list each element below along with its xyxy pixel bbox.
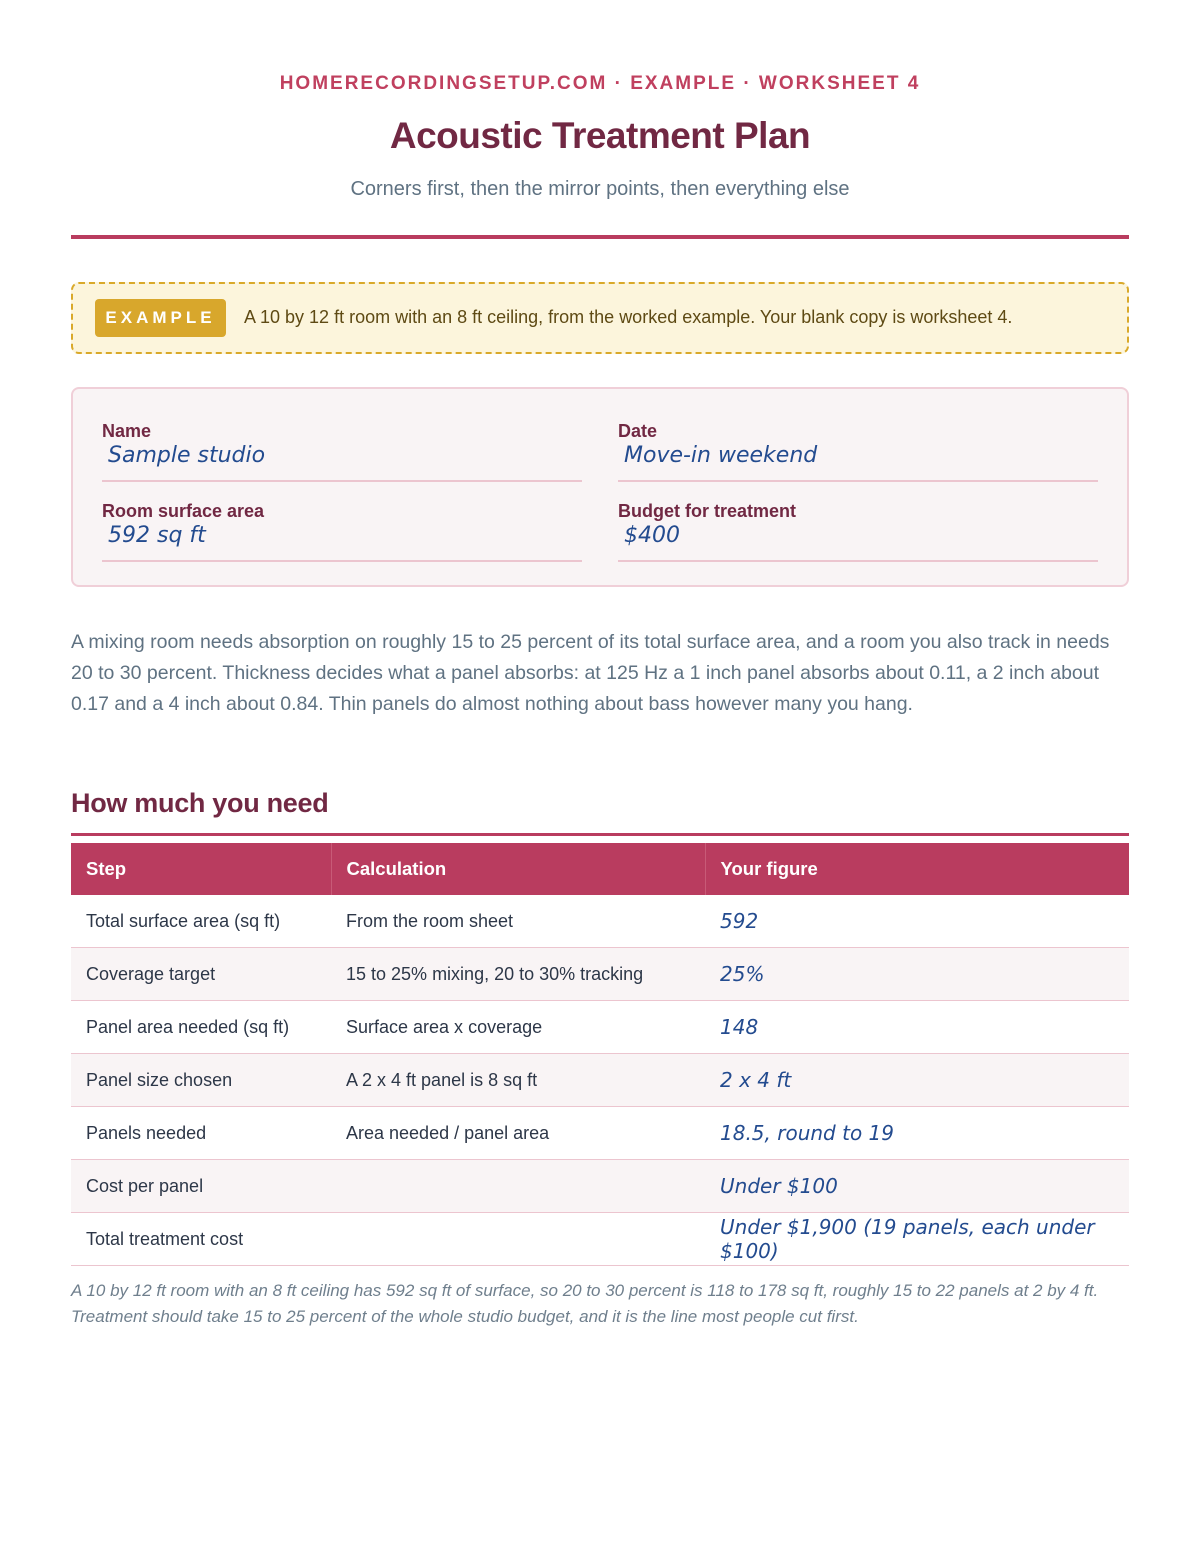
figure-cell[interactable]: Under $1,900 (19 panels, each under $100): [705, 1213, 1129, 1266]
calculation-cell: Area needed / panel area: [331, 1107, 705, 1160]
budget-underline: [618, 560, 1098, 562]
figure-cell[interactable]: Under $100: [705, 1160, 1129, 1213]
surface-area-field[interactable]: [102, 501, 582, 548]
calculation-table: [71, 843, 1129, 1266]
step-cell: Panels needed: [71, 1107, 331, 1160]
header-your-figure: Your figure: [705, 843, 1129, 895]
table-row: [71, 895, 1129, 948]
step-cell: Total surface area (sq ft): [71, 895, 331, 948]
calculation-cell: 15 to 25% mixing, 20 to 30% tracking: [331, 948, 705, 1001]
table-row: [71, 1160, 1129, 1213]
header-calculation: Calculation: [331, 843, 705, 895]
site-kicker: HOMERECORDINGSETUP.COM · EXAMPLE · WORKSHEET 4: [279, 73, 921, 94]
date-field[interactable]: [618, 421, 1098, 468]
name-value[interactable]: Sample studio: [108, 443, 266, 468]
calculation-cell: A 2 x 4 ft panel is 8 sq ft: [331, 1054, 705, 1107]
figure-cell[interactable]: 25%: [705, 948, 1129, 1001]
calculation-cell: From the room sheet: [331, 895, 705, 948]
example-text: A 10 by 12 ft room with an 8 ft ceiling, from the worked example. Your blank copy is worksheet 4.: [244, 307, 1013, 327]
figure-cell[interactable]: 18.5, round to 19: [705, 1107, 1129, 1160]
section-divider: [71, 833, 1129, 836]
table-row: [71, 1107, 1129, 1160]
calculation-cell: Surface area x coverage: [331, 1001, 705, 1054]
figure-cell[interactable]: 592: [705, 895, 1129, 948]
step-cell: Panel size chosen: [71, 1054, 331, 1107]
table-header-row: [71, 843, 1129, 895]
page-title: Acoustic Treatment Plan: [389, 115, 811, 156]
footnote: A 10 by 12 ft room with an 8 ft ceiling has 592 sq ft of surface, so 20 to 30 percent is 118 to 178 sq ft, roughly 15 to 22 panels at 2 by 4 ft. Treatment should take 15 to 25 percent of the whole studio budget, and it is the line most people cut first.: [71, 1281, 1099, 1326]
name-field[interactable]: [102, 421, 582, 468]
step-cell: Panel area needed (sq ft): [71, 1001, 331, 1054]
page-subtitle: Corners first, then the mirror points, then everything else: [350, 178, 850, 200]
step-cell: Coverage target: [71, 948, 331, 1001]
table-row: [71, 1213, 1129, 1266]
table-row: [71, 1054, 1129, 1107]
step-cell: Cost per panel: [71, 1160, 331, 1213]
step-cell: Total treatment cost: [71, 1213, 331, 1266]
intro-paragraph: A mixing room needs absorption on roughly 15 to 25 percent of its total surface area, and a room you also track in needs 20 to 30 percent. Thickness decides what a panel absorbs: at 125 Hz a 1 inch panel absorbs about 0.11, a 2 inch about 0.17 and a 4 inch about 0.84. Thin panels do almost nothing about bass however many you hang.: [71, 631, 1110, 715]
name-underline: [102, 480, 582, 482]
example-badge: EXAMPLE: [95, 299, 226, 337]
calculation-cell: [331, 1213, 705, 1266]
figure-cell[interactable]: 148: [705, 1001, 1129, 1054]
table-row: [71, 1001, 1129, 1054]
budget-value[interactable]: $400: [624, 523, 680, 548]
name-label: Name: [102, 421, 152, 441]
details-form: [71, 387, 1129, 587]
header-step: Step: [71, 843, 331, 895]
date-label: Date: [618, 421, 658, 441]
example-callout: [71, 282, 1129, 354]
surface-area-value[interactable]: 592 sq ft: [108, 523, 206, 548]
section-title: How much you need: [71, 788, 329, 818]
figure-cell[interactable]: 2 x 4 ft: [705, 1054, 1129, 1107]
header-divider: [71, 235, 1129, 239]
surface-area-underline: [102, 560, 582, 562]
table-row: [71, 948, 1129, 1001]
calculation-cell: [331, 1160, 705, 1213]
budget-label: Budget for treatment: [618, 501, 797, 521]
budget-field[interactable]: [618, 501, 1098, 548]
date-underline: [618, 480, 1098, 482]
date-value[interactable]: Move-in weekend: [624, 443, 818, 468]
surface-area-label: Room surface area: [102, 501, 265, 521]
